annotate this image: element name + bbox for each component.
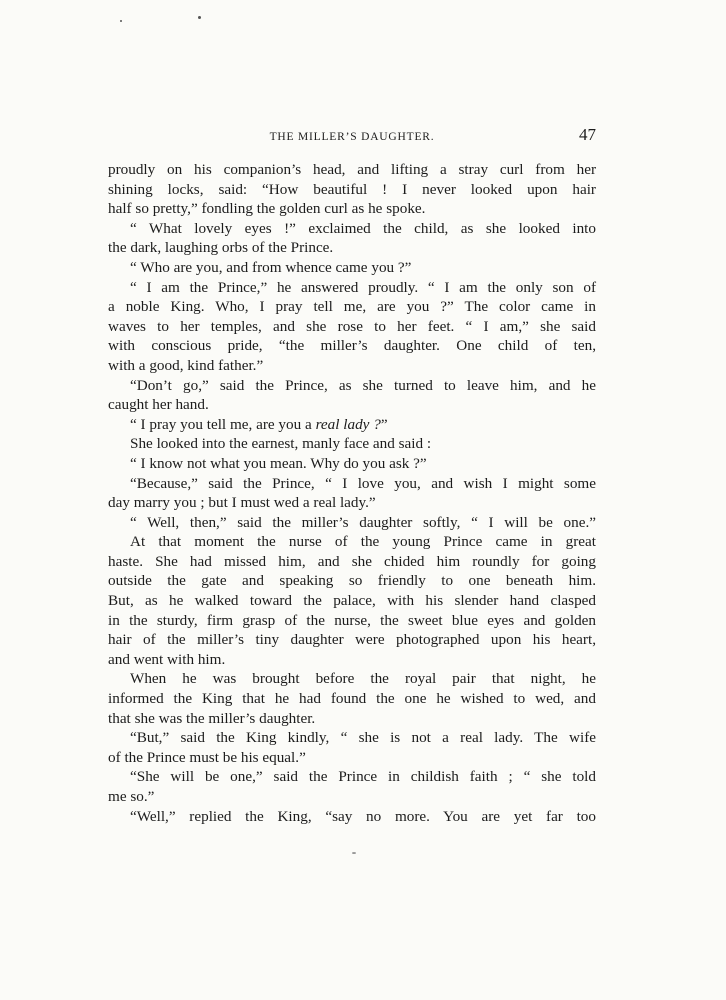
text-line: a noble King. Who, I pray tell me, are you ?” The color came in	[108, 298, 596, 316]
text-line: informed the King that he had found the one he wished to wed, and	[108, 690, 596, 708]
text-line: “Don’t go,” said the Prince, as she turned to leave him, and he	[130, 376, 596, 394]
text-line: day marry you ; but I must wed a real lady.”	[108, 494, 376, 512]
text-line: At that moment the nurse of the young Prince came in great	[130, 533, 596, 551]
text-line: “ I know not what you mean. Why do you ask ?”	[130, 454, 427, 472]
text-line: “Well,” replied the King, “say no more. You are yet far too	[130, 807, 596, 825]
text-line: and went with him.	[108, 650, 226, 668]
print-speck	[120, 20, 122, 22]
text-line: haste. She had missed him, and she chided him roundly for going	[108, 552, 596, 570]
text-line: with a good, kind father.”	[108, 356, 264, 374]
text-line: half so pretty,” fondling the golden curl as he spoke.	[108, 200, 426, 218]
text-line: me so.”	[108, 788, 155, 805]
text-line: But, as he walked toward the palace, with his slender hand clasped	[108, 592, 596, 610]
text-line: “ Who are you, and from whence came you ?”	[130, 258, 412, 276]
page-number: 47	[579, 125, 596, 144]
text-line: “She will be one,” said the Prince in childish faith ; “ she told	[130, 768, 596, 786]
text-line: of the Prince must be his equal.”	[108, 748, 306, 766]
running-title: THE MILLER’S DAUGHTER.	[269, 131, 435, 143]
text-line: outside the gate and speaking so friendly to one beneath him.	[108, 572, 596, 590]
text-line: “Because,” said the Prince, “ I love you, and wish I might some	[130, 474, 596, 492]
page-header	[108, 124, 596, 150]
text-line: When he was brought before the royal pair that night, he	[130, 670, 596, 688]
text-line: “ I pray you tell me, are you a real lady ?”	[130, 415, 388, 433]
text-line: “But,” said the King kindly, “ she is not a real lady. The wife	[130, 729, 596, 747]
text-line: shining locks, said: “How beautiful ! I never looked upon hair	[108, 180, 596, 198]
text-line: caught her hand.	[108, 396, 209, 414]
text-line: the dark, laughing orbs of the Prince.	[108, 239, 334, 257]
text-line: hair of the miller’s tiny daughter were photographed upon his heart,	[108, 631, 596, 649]
text-line: proudly on his companion’s head, and lifting a stray curl from her	[108, 161, 596, 178]
text-line: in the sturdy, firm grasp of the nurse, the sweet blue eyes and golden	[108, 611, 596, 629]
text-line: with conscious pride, “the miller’s daughter. One child of ten,	[108, 337, 596, 355]
text-line: “ Well, then,” said the miller’s daughter softly, “ I will be one.”	[130, 513, 596, 531]
text-line: “ What lovely eyes !” exclaimed the child, as she looked into	[130, 219, 596, 237]
text-line: She looked into the earnest, manly face and said :	[130, 435, 432, 453]
text-line: “ I am the Prince,” he answered proudly. “ I am the only son of	[130, 278, 596, 296]
print-speck	[352, 852, 356, 854]
text-line: that she was the miller’s daughter.	[108, 709, 316, 727]
print-speck	[198, 16, 201, 19]
text-line: waves to her temples, and she rose to her feet. “ I am,” she said	[108, 317, 596, 335]
body-text	[108, 160, 596, 826]
